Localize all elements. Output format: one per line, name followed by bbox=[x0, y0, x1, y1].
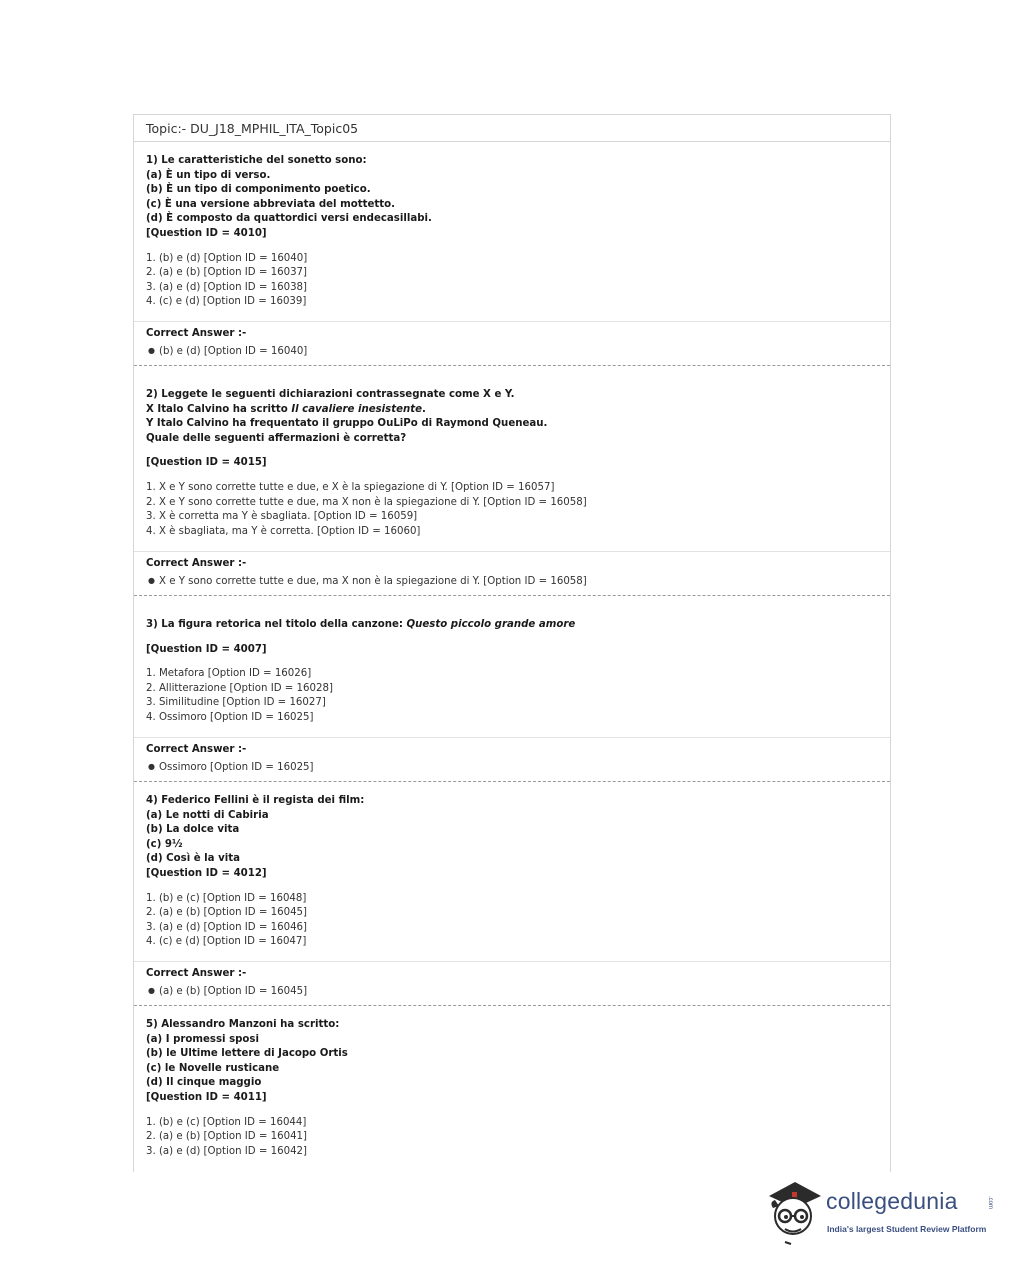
option-item: 2. (a) e (b) [Option ID = 16045] bbox=[146, 907, 308, 919]
answer-4 bbox=[134, 961, 890, 999]
option-item: 2. X e Y sono corrette tutte e due, ma X non è la spiegazione di Y. [Option ID = 16058] bbox=[146, 496, 587, 508]
question-3 bbox=[134, 618, 890, 726]
brand-tagline: India's largest Student Review Platform bbox=[827, 1224, 987, 1234]
question-4-text: 4) Federico Fellini è il regista dei film: (a) Le notti di Cabiria (b) La dolce vita (c) 9½ (d) Così è la vita [Question ID = 4012] bbox=[146, 795, 365, 879]
mascot-icon bbox=[765, 1178, 827, 1248]
separator bbox=[134, 1005, 890, 1006]
option-item: 4. X è sbagliata, ma Y è corretta. [Option ID = 16060] bbox=[146, 525, 421, 537]
option-item: 1. (b) e (d) [Option ID = 16040] bbox=[146, 252, 308, 264]
question-4 bbox=[134, 794, 890, 950]
question-3-text: 3) La figura retorica nel titolo della canzone: Questo piccolo grande amore [Question ID = 4007] bbox=[146, 619, 576, 655]
collegedunia-logo[interactable] bbox=[765, 1178, 995, 1248]
answer-2 bbox=[134, 551, 890, 589]
option-item: 1. Metafora [Option ID = 16026] bbox=[146, 668, 312, 680]
option-item: 3. Similitudine [Option ID = 16027] bbox=[146, 697, 326, 709]
option-item: 1. (b) e (c) [Option ID = 16044] bbox=[146, 1116, 307, 1128]
question-1 bbox=[134, 154, 890, 310]
correct-answer-label: Correct Answer :- bbox=[146, 328, 247, 339]
question-4-options bbox=[134, 892, 890, 950]
question-2-text: 2) Leggete le seguenti dichiarazioni contrassegnate come X e Y. X Italo Calvino ha scritto Il cavaliere inesistente. Y Italo Calvino ha frequentato il gruppo OuLiPo di Raymond Queneau. Quale delle seguenti affermazioni è corretta? [Question ID = 4015] bbox=[146, 389, 548, 469]
option-item: 4. (c) e (d) [Option ID = 16039] bbox=[146, 296, 307, 308]
option-item: 3. (a) e (d) [Option ID = 16038] bbox=[146, 281, 308, 293]
question-2-options bbox=[134, 481, 890, 539]
correct-answer-value: Ossimoro [Option ID = 16025] bbox=[159, 762, 314, 773]
separator bbox=[134, 365, 890, 366]
option-item: 4. (c) e (d) [Option ID = 16047] bbox=[146, 936, 307, 948]
answer-3 bbox=[134, 737, 890, 775]
question-5 bbox=[134, 1018, 890, 1159]
brand-name: collegedunia bbox=[826, 1188, 958, 1214]
option-item: 3. X è corretta ma Y è sbagliata. [Option ID = 16059] bbox=[146, 511, 418, 523]
correct-answer-value: (a) e (b) [Option ID = 16045] bbox=[159, 986, 308, 997]
answer-1 bbox=[134, 321, 890, 359]
option-item: 2. (a) e (b) [Option ID = 16037] bbox=[146, 267, 308, 279]
question-5-text: 5) Alessandro Manzoni ha scritto: (a) I promessi sposi (b) le Ultime lettere di Jacopo Ortis (c) le Novelle rusticane (d) Il cinque maggio [Question ID = 4011] bbox=[146, 1019, 348, 1103]
option-item: 3. (a) e (d) [Option ID = 16042] bbox=[146, 1145, 308, 1157]
option-item: 1. (b) e (c) [Option ID = 16048] bbox=[146, 892, 307, 904]
question-1-text: 1) Le caratteristiche del sonetto sono: (a) È un tipo di verso. (b) È un tipo di componimento poetico. (c) È una versione abbreviata del mottetto. (d) È composto da quattordici versi endecasillabi. [Question ID = 4010] bbox=[146, 155, 432, 239]
bullet-icon: ● bbox=[148, 576, 155, 585]
option-item: 4. Ossimoro [Option ID = 16025] bbox=[146, 711, 314, 723]
question-3-options bbox=[134, 667, 890, 725]
option-item: 1. X e Y sono corrette tutte e due, e X è la spiegazione di Y. [Option ID = 16057] bbox=[146, 481, 555, 493]
option-item: 3. (a) e (d) [Option ID = 16046] bbox=[146, 921, 308, 933]
question-1-options bbox=[134, 252, 890, 310]
question-2 bbox=[134, 388, 890, 539]
option-item: 2. Allitterazione [Option ID = 16028] bbox=[146, 682, 333, 694]
bullet-icon: ● bbox=[148, 346, 155, 355]
bullet-icon: ● bbox=[148, 986, 155, 995]
correct-answer-value: X e Y sono corrette tutte e due, ma X non è la spiegazione di Y. [Option ID = 16058] bbox=[159, 576, 587, 587]
separator bbox=[134, 595, 890, 596]
question-5-options bbox=[134, 1116, 890, 1160]
brand-suffix: .com bbox=[987, 1196, 993, 1210]
option-item: 2. (a) e (b) [Option ID = 16041] bbox=[146, 1131, 308, 1143]
correct-answer-value: (b) e (d) [Option ID = 16040] bbox=[159, 346, 308, 357]
bullet-icon: ● bbox=[148, 762, 155, 771]
separator bbox=[134, 781, 890, 782]
correct-answer-label: Correct Answer :- bbox=[146, 744, 247, 755]
correct-answer-label: Correct Answer :- bbox=[146, 558, 247, 569]
correct-answer-label: Correct Answer :- bbox=[146, 968, 247, 979]
question-sheet bbox=[133, 114, 891, 1172]
topic-header: Topic:- DU_J18_MPHIL_ITA_Topic05 bbox=[134, 115, 890, 142]
